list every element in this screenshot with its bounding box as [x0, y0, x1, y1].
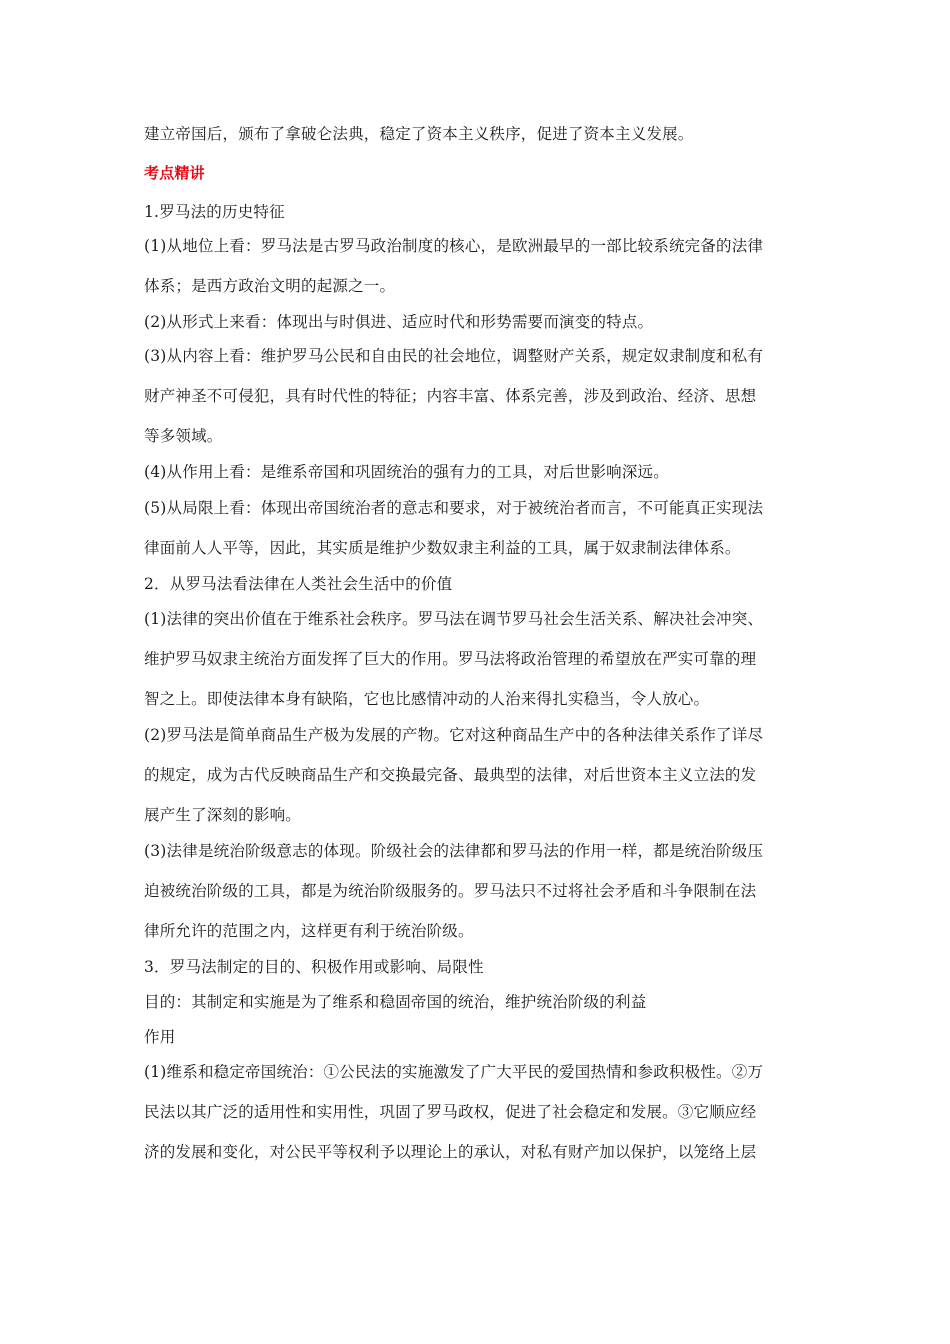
text-line: 展产生了深刻的影响。 — [144, 806, 302, 824]
text-line: (5)从局限上看：体现出帝国统治者的意志和要求，对于被统治者而言，不可能真正实现法 — [144, 499, 764, 517]
text-line: 民法以其广泛的适用性和实用性，巩固了罗马政权，促进了社会稳定和发展。③它顺应经 — [144, 1103, 757, 1121]
text-line: (3)从内容上看：维护罗马公民和自由民的社会地位，调整财产关系，规定奴隶制度和私有 — [144, 347, 764, 365]
text-line: 迫被统治阶级的工具，都是为统治阶级服务的。罗马法只不过将社会矛盾和斗争限制在法 — [144, 882, 757, 900]
text-line: 3．罗马法制定的目的、积极作用或影响、局限性 — [144, 958, 484, 976]
text-line: 济的发展和变化，对公民平等权利予以理论上的承认，对私有财产加以保护，以笼络上层 — [144, 1143, 757, 1161]
section-heading: 考点精讲 — [144, 164, 205, 182]
text-line: 建立帝国后，颁布了拿破仑法典，稳定了资本主义秩序，促进了资本主义发展。 — [144, 125, 694, 143]
text-line: 智之上。即使法律本身有缺陷，它也比感情冲动的人治来得扎实稳当，令人放心。 — [144, 690, 710, 708]
text-line: 1.罗马法的历史特征 — [144, 203, 285, 221]
text-line: 的规定，成为古代反映商品生产和交换最完备、最典型的法律，对后世资本主义立法的发 — [144, 766, 757, 784]
text-line: (2)从形式上来看：体现出与时俱进、适应时代和形势需要而演变的特点。 — [144, 313, 654, 331]
text-line: (3)法律是统治阶级意志的体现。阶级社会的法律都和罗马法的作用一样，都是统治阶级压 — [144, 842, 764, 860]
text-line: 财产神圣不可侵犯，具有时代性的特征；内容丰富、体系完善，涉及到政治、经济、思想 — [144, 387, 757, 405]
text-line: 体系；是西方政治文明的起源之一。 — [144, 277, 396, 295]
text-line: 律所允许的范围之内，这样更有利于统治阶级。 — [144, 922, 474, 940]
text-line: (1)法律的突出价值在于维系社会秩序。罗马法在调节罗马社会生活关系、解决社会冲突、 — [144, 610, 764, 628]
text-line: (2)罗马法是简单商品生产极为发展的产物。它对这种商品生产中的各种法律关系作了详尽 — [144, 726, 764, 744]
text-line: 等多领域。 — [144, 427, 223, 445]
text-line: 2．从罗马法看法律在人类社会生活中的价值 — [144, 575, 453, 593]
text-line: 目的：其制定和实施是为了维系和稳固帝国的统治，维护统治阶级的利益 — [144, 993, 647, 1011]
text-line: 作用 — [144, 1028, 176, 1046]
text-line: (1)从地位上看：罗马法是古罗马政治制度的核心，是欧洲最早的一部比较系统完备的法律 — [144, 237, 764, 255]
text-line: (1)维系和稳定帝国统治：①公民法的实施激发了广大平民的爱国热情和参政积极性。②万 — [144, 1063, 764, 1081]
text-line: 律面前人人平等，因此，其实质是维护少数奴隶主利益的工具，属于奴隶制法律体系。 — [144, 539, 741, 557]
text-line: (4)从作用上看：是维系帝国和巩固统治的强有力的工具，对后世影响深远。 — [144, 463, 669, 481]
text-line: 维护罗马奴隶主统治方面发挥了巨大的作用。罗马法将政治管理的希望放在严实可靠的理 — [144, 650, 757, 668]
